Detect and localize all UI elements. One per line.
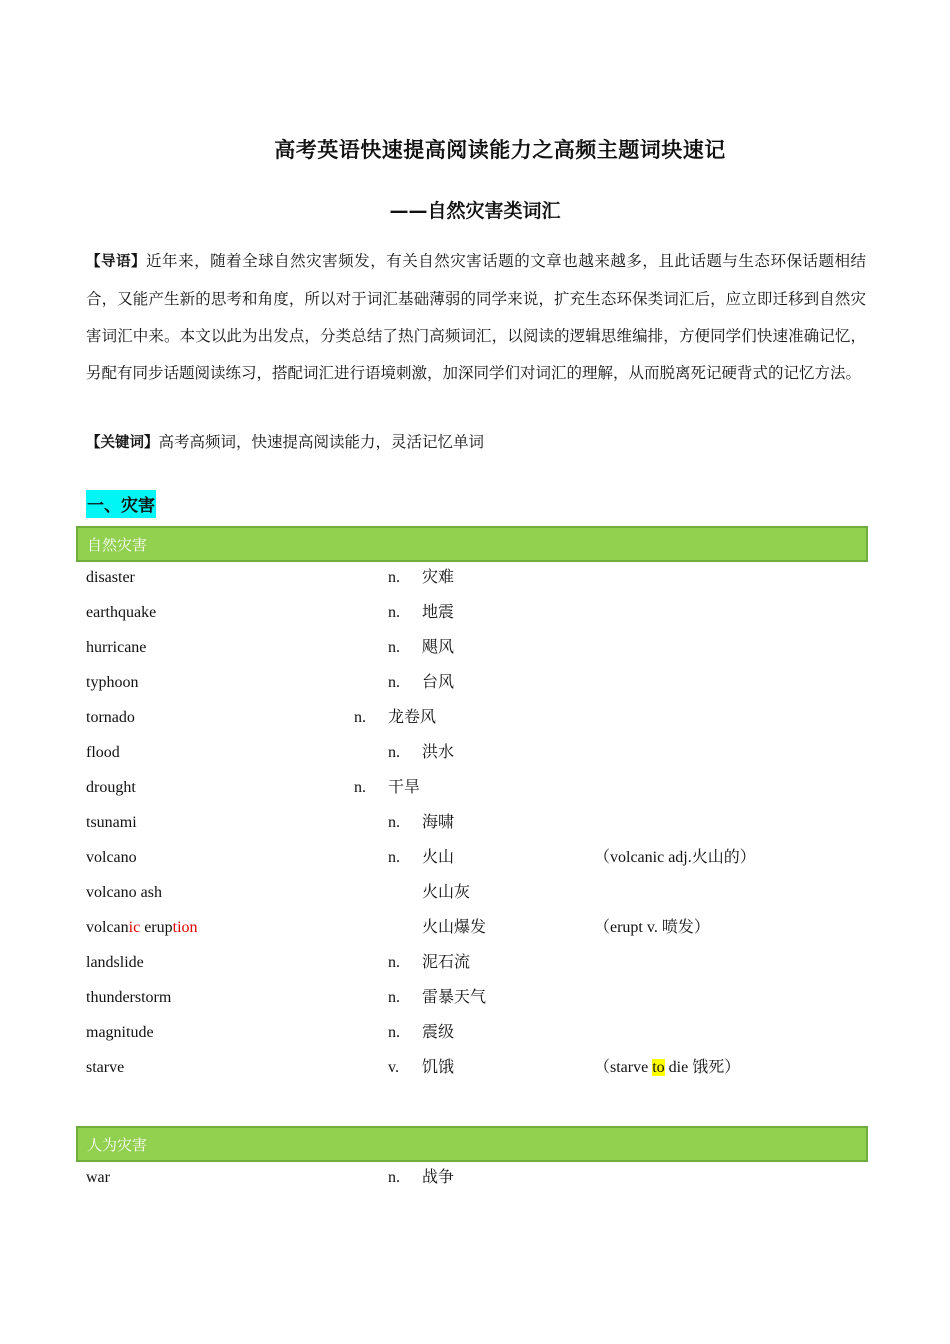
vocab-pos: n. (354, 779, 366, 796)
vocab-word: landslide (86, 954, 144, 971)
vocab-pos: n. (388, 849, 400, 866)
intro-text: 近年来，随着全球自然灾害频发，有关自然灾害话题的文章也越来越多，且此话题与生态环保话题相结合，又能产生新的思考和角度，所以对于词汇基础薄弱的同学来说，扩充生态环保类词汇后，应立即迁移到自然灾害词汇中来。本文以此为出发点，分类总结了热门高频词汇，以阅读的逻辑思维编排，方便同学们快速准确记忆，另配有同步话题阅读练习，搭配词汇进行语境刺激，加深同学们对词汇的理解，从而脱离死记硬背式的记忆方法。 (86, 253, 866, 382)
vocab-word (86, 913, 198, 943)
vocab-row (0, 563, 950, 593)
vocab-word: war (86, 1169, 110, 1186)
vocab-meaning: 雷暴天气 (422, 989, 487, 1006)
vocab-meaning: 饥饿 (422, 1059, 455, 1076)
vocab-word: tornado (86, 709, 135, 726)
vocab-row (0, 703, 950, 733)
vocab-meaning: 干旱 (388, 779, 421, 796)
vocab-pos: n. (388, 954, 400, 971)
page-title: 高考英语快速提高阅读能力之高频主题词块速记 (274, 138, 726, 162)
vocab-word: starve (86, 1059, 125, 1076)
vocab-meaning: 龙卷风 (388, 709, 437, 726)
note-part: （starve (594, 1059, 653, 1076)
vocab-pos: n. (354, 709, 366, 726)
vocab-pos: n. (388, 569, 400, 586)
vocab-row (0, 983, 950, 1013)
vocab-note (594, 1053, 740, 1083)
vocab-meaning: 火山爆发 (422, 919, 487, 936)
intro-label: 【导语】 (86, 254, 147, 270)
vocab-pos: n. (388, 1024, 400, 1041)
vocab-word: thunderstorm (86, 989, 172, 1006)
vocab-word: earthquake (86, 604, 157, 621)
vocab-row (0, 738, 950, 768)
vocab-word: flood (86, 744, 120, 761)
vocab-word: magnitude (86, 1024, 154, 1041)
word-part-highlight: tion (172, 919, 198, 936)
vocab-meaning: 海啸 (422, 814, 455, 831)
vocab-row (0, 843, 950, 873)
vocab-word: typhoon (86, 674, 139, 691)
vocab-meaning: 台风 (422, 674, 455, 691)
vocab-row (0, 948, 950, 978)
vocab-row (0, 913, 950, 943)
note-part: die 饿死） (664, 1059, 741, 1076)
vocab-meaning: 火山 (422, 849, 455, 866)
vocab-meaning: 灾难 (422, 569, 455, 586)
vocab-word: drought (86, 779, 136, 796)
vocab-row (0, 1053, 950, 1083)
vocab-pos: n. (388, 989, 400, 1006)
intro-paragraph (86, 243, 866, 392)
section-heading: 一、灾害 (86, 490, 156, 518)
vocab-row (0, 808, 950, 838)
word-part-highlight: ic (128, 919, 141, 936)
category-header-natural: 自然灾害 (76, 526, 868, 562)
word-part: erup (140, 919, 173, 936)
vocab-meaning: 火山灰 (422, 884, 471, 901)
vocab-row (0, 598, 950, 628)
keywords-line (86, 428, 484, 458)
vocab-pos: n. (388, 674, 400, 691)
vocab-meaning: 洪水 (422, 744, 455, 761)
note-part-highlight: to (652, 1059, 665, 1076)
vocab-word: disaster (86, 569, 135, 586)
vocab-word: volcano (86, 849, 137, 866)
vocab-row (0, 878, 950, 908)
category-header-manmade: 人为灾害 (76, 1126, 868, 1162)
vocab-note: （erupt v. 喷发） (594, 919, 710, 936)
vocab-meaning: 地震 (422, 604, 455, 621)
vocab-row (0, 668, 950, 698)
vocab-row (0, 773, 950, 803)
vocab-word: tsunami (86, 814, 137, 831)
vocab-pos: v. (388, 1059, 399, 1076)
vocab-meaning: 战争 (422, 1169, 455, 1186)
vocab-meaning: 飓风 (422, 639, 455, 656)
vocab-meaning: 震级 (422, 1024, 455, 1041)
vocab-row (0, 1163, 950, 1193)
word-part: volcan (86, 919, 129, 936)
keywords-text: 高考高频词，快速提高阅读能力，灵活记忆单词 (158, 434, 485, 451)
page-subtitle: ——自然灾害类词汇 (389, 200, 561, 222)
vocab-pos: n. (388, 744, 400, 761)
vocab-pos: n. (388, 1169, 400, 1186)
vocab-meaning: 泥石流 (422, 954, 471, 971)
vocab-note: （volcanic adj.火山的） (594, 849, 756, 866)
vocab-word: hurricane (86, 639, 147, 656)
vocab-word: volcano ash (86, 884, 162, 901)
vocab-row (0, 633, 950, 663)
keywords-label: 【关键词】 (86, 435, 159, 451)
vocab-pos: n. (388, 604, 400, 621)
vocab-row (0, 1018, 950, 1048)
vocab-pos: n. (388, 814, 400, 831)
vocab-pos: n. (388, 639, 400, 656)
